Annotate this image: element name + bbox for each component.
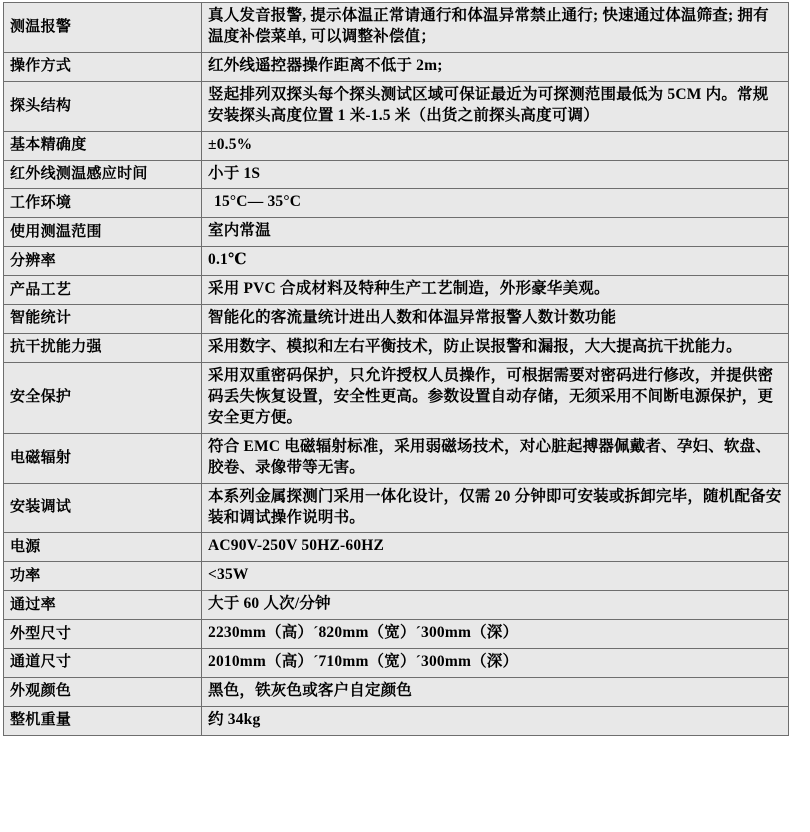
- row-label: 红外线测温感应时间: [4, 160, 202, 189]
- table-row: [4, 81, 789, 131]
- row-label: 通道尺寸: [4, 649, 202, 678]
- table-row: [4, 433, 789, 483]
- row-label: 功率: [4, 562, 202, 591]
- table-body: [4, 3, 789, 736]
- row-label: 外型尺寸: [4, 620, 202, 649]
- row-value: 大于 60 人次/分钟: [202, 591, 789, 620]
- row-value: 真人发音报警, 提示体温正常请通行和体温异常禁止通行; 快速通过体温筛查; 拥有温度补偿菜单, 可以调整补偿值；: [202, 3, 789, 53]
- row-label: 基本精确度: [4, 131, 202, 160]
- row-value: 小于 1S: [202, 160, 789, 189]
- row-value: 竖起排列双探头每个探头测试区域可保证最近为可探测范围最低为 5CM 内。常规安装探头高度位置 1 米-1.5 米（出货之前探头高度可调）: [202, 81, 789, 131]
- row-value: 本系列金属探测门采用一体化设计，仅需 20 分钟即可安装或拆卸完毕，随机配备安装和调试操作说明书。: [202, 483, 789, 533]
- table-row: [4, 160, 789, 189]
- row-value: 15°C— 35°C: [202, 189, 789, 218]
- row-label: 电源: [4, 533, 202, 562]
- row-value: 符合 EMC 电磁辐射标准，采用弱磁场技术，对心脏起搏器佩戴者、孕妇、软盘、胶卷、录像带等无害。: [202, 433, 789, 483]
- table-row: [4, 562, 789, 591]
- row-label: 抗干扰能力强: [4, 334, 202, 363]
- row-value: 红外线遥控器操作距离不低于 2m;: [202, 52, 789, 81]
- row-value: 采用双重密码保护，只允许授权人员操作，可根据需要对密码进行修改，并提供密码丢失恢复设置，安全性更高。参数设置自动存储，无须采用不间断电源保护，更安全更方便。: [202, 362, 789, 433]
- table-row: [4, 218, 789, 247]
- specification-table: [3, 2, 789, 736]
- table-row: [4, 189, 789, 218]
- row-label: 智能统计: [4, 305, 202, 334]
- row-value: AC90V-250V 50HZ-60HZ: [202, 533, 789, 562]
- table-row: [4, 649, 789, 678]
- table-row: [4, 131, 789, 160]
- table-row: [4, 533, 789, 562]
- row-value: 2230mm（高）´820mm（宽）´300mm（深）: [202, 620, 789, 649]
- row-value: ˂35W: [202, 562, 789, 591]
- table-row: [4, 3, 789, 53]
- row-value: 2010mm（高）´710mm（宽）´300mm（深）: [202, 649, 789, 678]
- row-value: 0.1℃: [202, 247, 789, 276]
- row-label: 产品工艺: [4, 276, 202, 305]
- row-value: 约 34kg: [202, 706, 789, 735]
- table-row: [4, 706, 789, 735]
- row-label: 操作方式: [4, 52, 202, 81]
- row-value: 智能化的客流量统计进出人数和体温异常报警人数计数功能: [202, 305, 789, 334]
- row-value: 室内常温: [202, 218, 789, 247]
- row-value: ±0.5%: [202, 131, 789, 160]
- row-label: 工作环境: [4, 189, 202, 218]
- row-label: 整机重量: [4, 706, 202, 735]
- table-row: [4, 678, 789, 707]
- table-row: [4, 620, 789, 649]
- row-value: 采用数字、模拟和左右平衡技术，防止误报警和漏报，大大提高抗干扰能力。: [202, 334, 789, 363]
- table-row: [4, 305, 789, 334]
- row-label: 安装调试: [4, 483, 202, 533]
- row-label: 分辨率: [4, 247, 202, 276]
- row-label: 通过率: [4, 591, 202, 620]
- row-label: 探头结构: [4, 81, 202, 131]
- row-label: 使用测温范围: [4, 218, 202, 247]
- row-label: 安全保护: [4, 362, 202, 433]
- table-row: [4, 276, 789, 305]
- row-label: 测温报警: [4, 3, 202, 53]
- row-value: 采用 PVC 合成材料及特种生产工艺制造，外形豪华美观。: [202, 276, 789, 305]
- row-value: 黑色，铁灰色或客户自定颜色: [202, 678, 789, 707]
- table-row: [4, 247, 789, 276]
- table-row: [4, 52, 789, 81]
- table-row: [4, 591, 789, 620]
- row-label: 外观颜色: [4, 678, 202, 707]
- table-row: [4, 483, 789, 533]
- row-label: 电磁辐射: [4, 433, 202, 483]
- table-row: [4, 362, 789, 433]
- table-row: [4, 334, 789, 363]
